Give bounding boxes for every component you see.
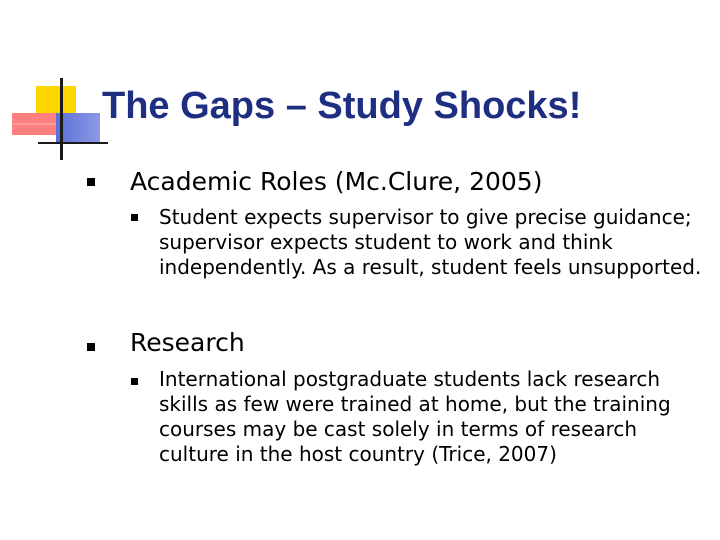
vertical-line-decoration (60, 78, 63, 160)
section-heading-academic-roles: Academic Roles (Mc.Clure, 2005) (130, 167, 543, 196)
bullet-square-icon (131, 214, 138, 221)
horizontal-line-decoration (38, 142, 108, 144)
red-bar-decoration (12, 113, 56, 135)
bullet-square-icon (87, 343, 95, 351)
point-academic-roles: Student expects supervisor to give precise guidance; supervisor expects student to work and think independently. As a result, student feels unsupported. (159, 205, 702, 279)
point-research: International postgraduate students lack research skills as few were trained at home, but the training courses may be cast solely in terms of research culture in the host country (Trice, 2007) (159, 367, 671, 466)
slide-title: The Gaps – Study Shocks! (102, 85, 582, 127)
bullet-square-icon (131, 378, 138, 385)
bullet-square-icon (87, 178, 95, 186)
section-heading-research: Research (130, 328, 245, 357)
